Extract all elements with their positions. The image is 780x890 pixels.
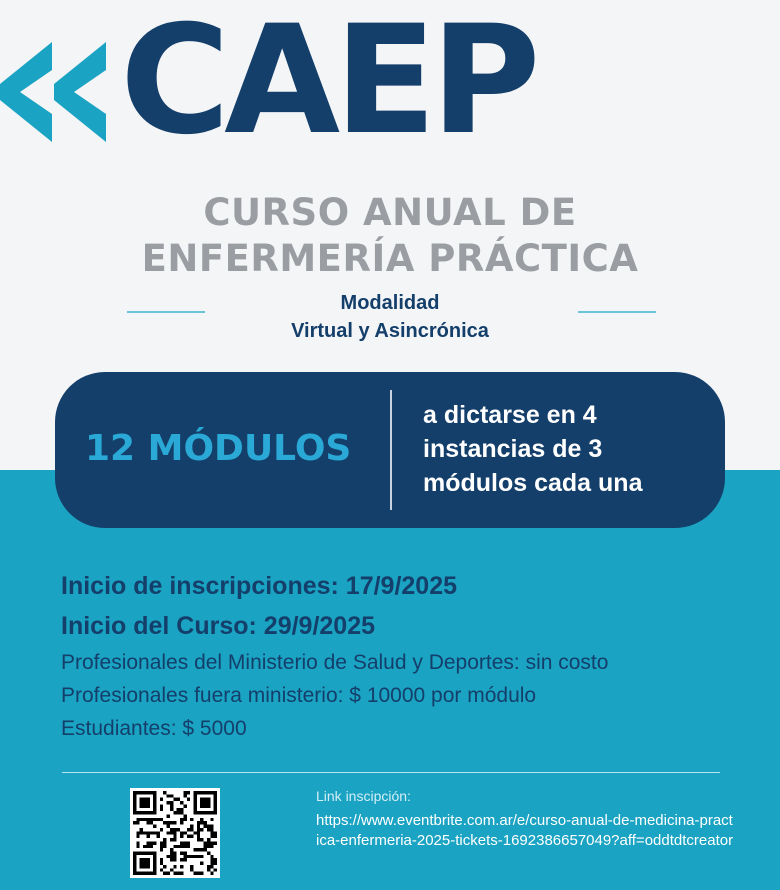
double-chevron-left-icon	[0, 40, 110, 145]
price-students: Estudiantes: $ 5000	[61, 717, 247, 740]
modality-label: Modalidad	[340, 292, 440, 314]
course-title-line-1: CURSO ANUAL DE	[203, 191, 577, 234]
price-external: Profesionales fuera ministerio: $ 10000 por módulo	[61, 684, 537, 707]
modules-banner	[55, 372, 725, 528]
modules-count: 12 MÓDULOS	[85, 428, 352, 469]
modules-detail: a dictarse en 4 instancias de 3 módulos cada una	[423, 401, 643, 497]
banner-divider	[390, 390, 392, 510]
registration-link[interactable]: https://www.eventbrite.com.ar/e/curso-anual-de-medicina-practica-enfermeria-2025-tickets-1692386657049?aff=oddtdtcreator	[316, 812, 734, 849]
modality-value: Virtual y Asincrónica	[291, 320, 489, 342]
price-ministry: Profesionales del Ministerio de Salud y Deportes: sin costo	[61, 651, 609, 674]
course-start: Inicio del Curso: 29/9/2025	[61, 612, 376, 640]
qr-code-icon[interactable]	[130, 788, 220, 878]
caep-logo-text: CAEP	[120, 0, 535, 168]
registration-start: Inicio de inscripciones: 17/9/2025	[61, 572, 458, 600]
footer-divider	[62, 772, 720, 773]
course-title-line-2: ENFERMERÍA PRÁCTICA	[141, 237, 639, 280]
registration-link-label: Link inscipción:	[316, 788, 411, 804]
